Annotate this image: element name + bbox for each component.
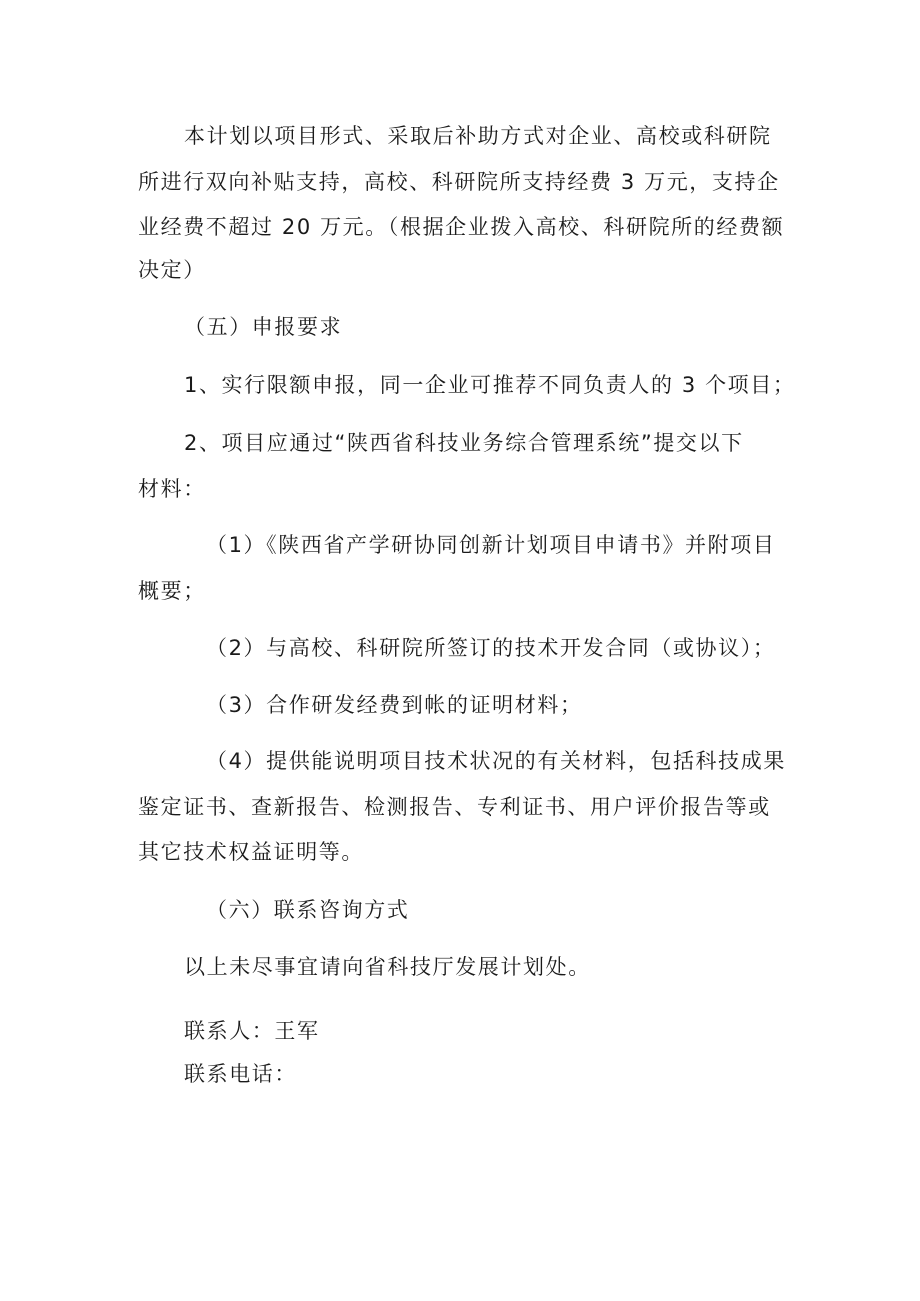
contact-person: 联系人：王军 [184,1019,320,1043]
paragraph-line: 业经费不超过 20 万元。（根据企业拨入高校、科研院所的经费额 [138,215,785,239]
contact-phone: 联系电话： [184,1062,297,1086]
sub-list-item: （2）与高校、科研院所签订的技术开发合同（或协议）； [206,636,776,660]
section-heading: （六）联系咨询方式 [206,898,410,922]
list-item: 1、实行限额申报，同一企业可推荐不同负责人的 3 个项目； [184,373,796,397]
sub-list-item: （1）《陕西省产学研协同创新计划项目申请书》并附项目 [206,533,776,557]
paragraph-line: 材料： [138,477,206,501]
list-item: 2、项目应通过“陕西省科技业务综合管理系统”提交以下 [184,431,744,455]
paragraph-line: 决定） [138,258,206,282]
paragraph-line: 鉴定证书、查新报告、检测报告、专利证书、用户评价报告等或 [138,795,771,819]
sub-list-item: （3）合作研发经费到帐的证明材料； [206,693,583,717]
paragraph-line: 所进行双向补贴支持，高校、科研院所支持经费 3 万元，支持企 [138,170,780,194]
paragraph-line: 概要； [138,579,206,603]
sub-list-item: （4）提供能说明项目技术状况的有关材料，包括科技成果 [206,749,786,773]
section-heading: （五）申报要求 [184,315,343,339]
paragraph-line: 以上未尽事宜请向省科技厅发展计划处。 [184,955,591,979]
paragraph-line: 其它技术权益证明等。 [138,840,364,864]
paragraph-line: 本计划以项目形式、采取后补助方式对企业、高校或科研院 [184,124,772,148]
